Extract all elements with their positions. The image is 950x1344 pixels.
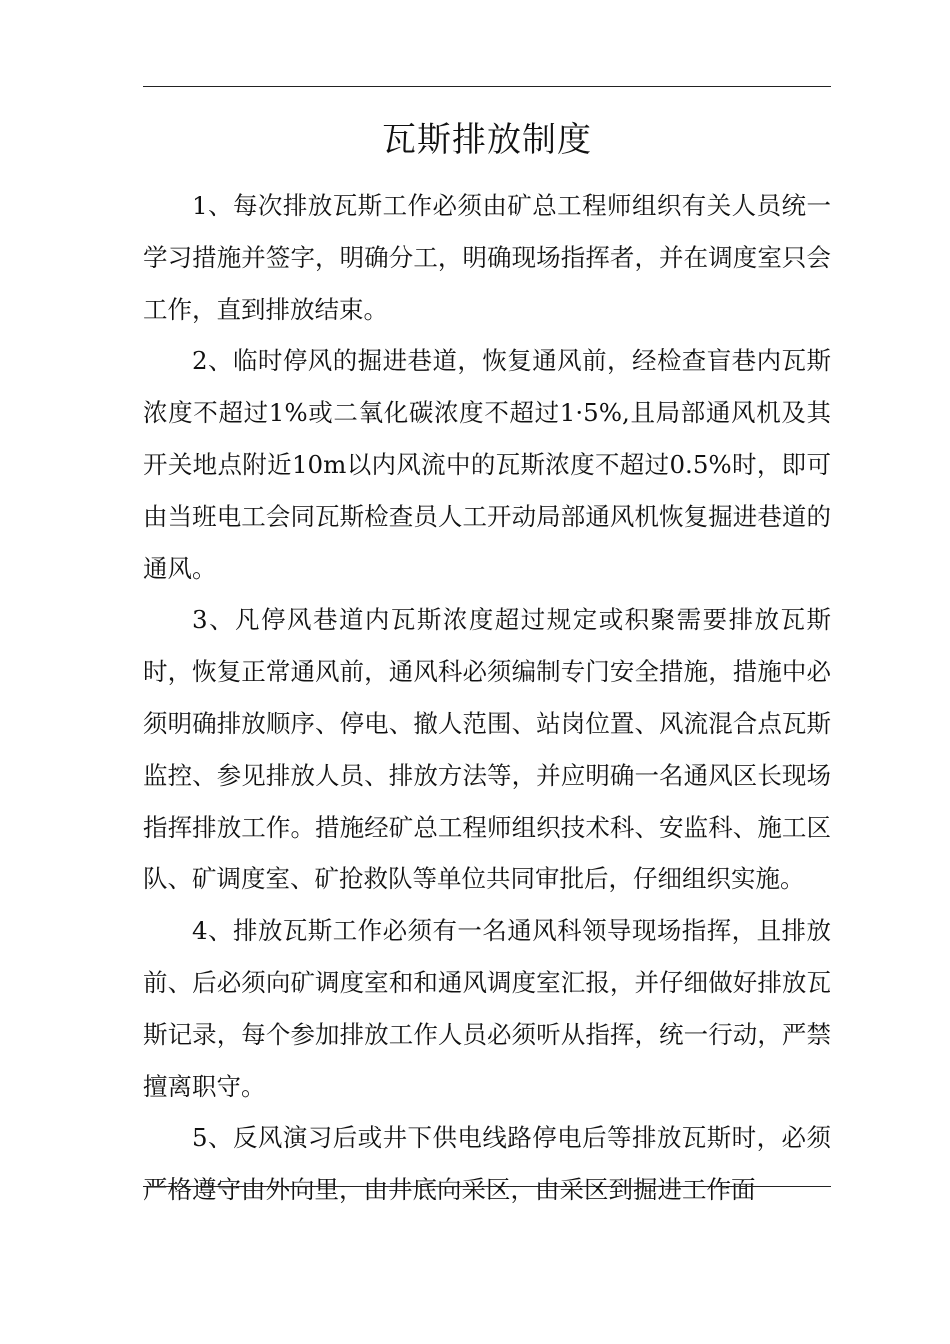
paragraph-5: 5、反风演习后或井下供电线路停电后等排放瓦斯时，必须严格遵守由外向里，由井底向采区，由采区到掘进工作面: [143, 1123, 831, 1205]
footer-rule: [143, 1186, 831, 1187]
document-title: 瓦斯排放制度: [382, 120, 592, 160]
paragraph-1: 1、每次排放瓦斯工作必须由矿总工程师组织有关人员统一学习措施并签字，明确分工，明确现场指挥者，并在调度室只会工作，直到排放结束。: [143, 191, 831, 324]
paragraph-2: 2、临时停风的掘进巷道，恢复通风前，经检查盲巷内瓦斯浓度不超过1%或二氧化碳浓度不超过1·5%,且局部通风机及其开关地点附近10m以内风流中的瓦斯浓度不超过0.5%时，即可由当班电工会同瓦斯检查员人工开动局部通风机恢复掘进巷道的通风。: [143, 346, 831, 583]
header-rule: [143, 86, 831, 87]
document-body: [143, 180, 831, 1216]
paragraph-3: 3、凡停风巷道内瓦斯浓度超过规定或积聚需要排放瓦斯时，恢复正常通风前，通风科必须编制专门安全措施，措施中必须明确排放顺序、停电、撤人范围、站岗位置、风流混合点瓦斯监控、参见排放人员、排放方法等，并应明确一名通风区长现场指挥排放工作。措施经矿总工程师组织技术科、安监科、施工区队、矿调度室、矿抢救队等单位共同审批后，仔细组织实施。: [143, 605, 831, 894]
paragraph-4: 4、排放瓦斯工作必须有一名通风科领导现场指挥，且排放前、后必须向矿调度室和和通风调度室汇报，并仔细做好排放瓦斯记录，每个参加排放工作人员必须听从指挥，统一行动，严禁擅离职守。: [143, 916, 831, 1101]
